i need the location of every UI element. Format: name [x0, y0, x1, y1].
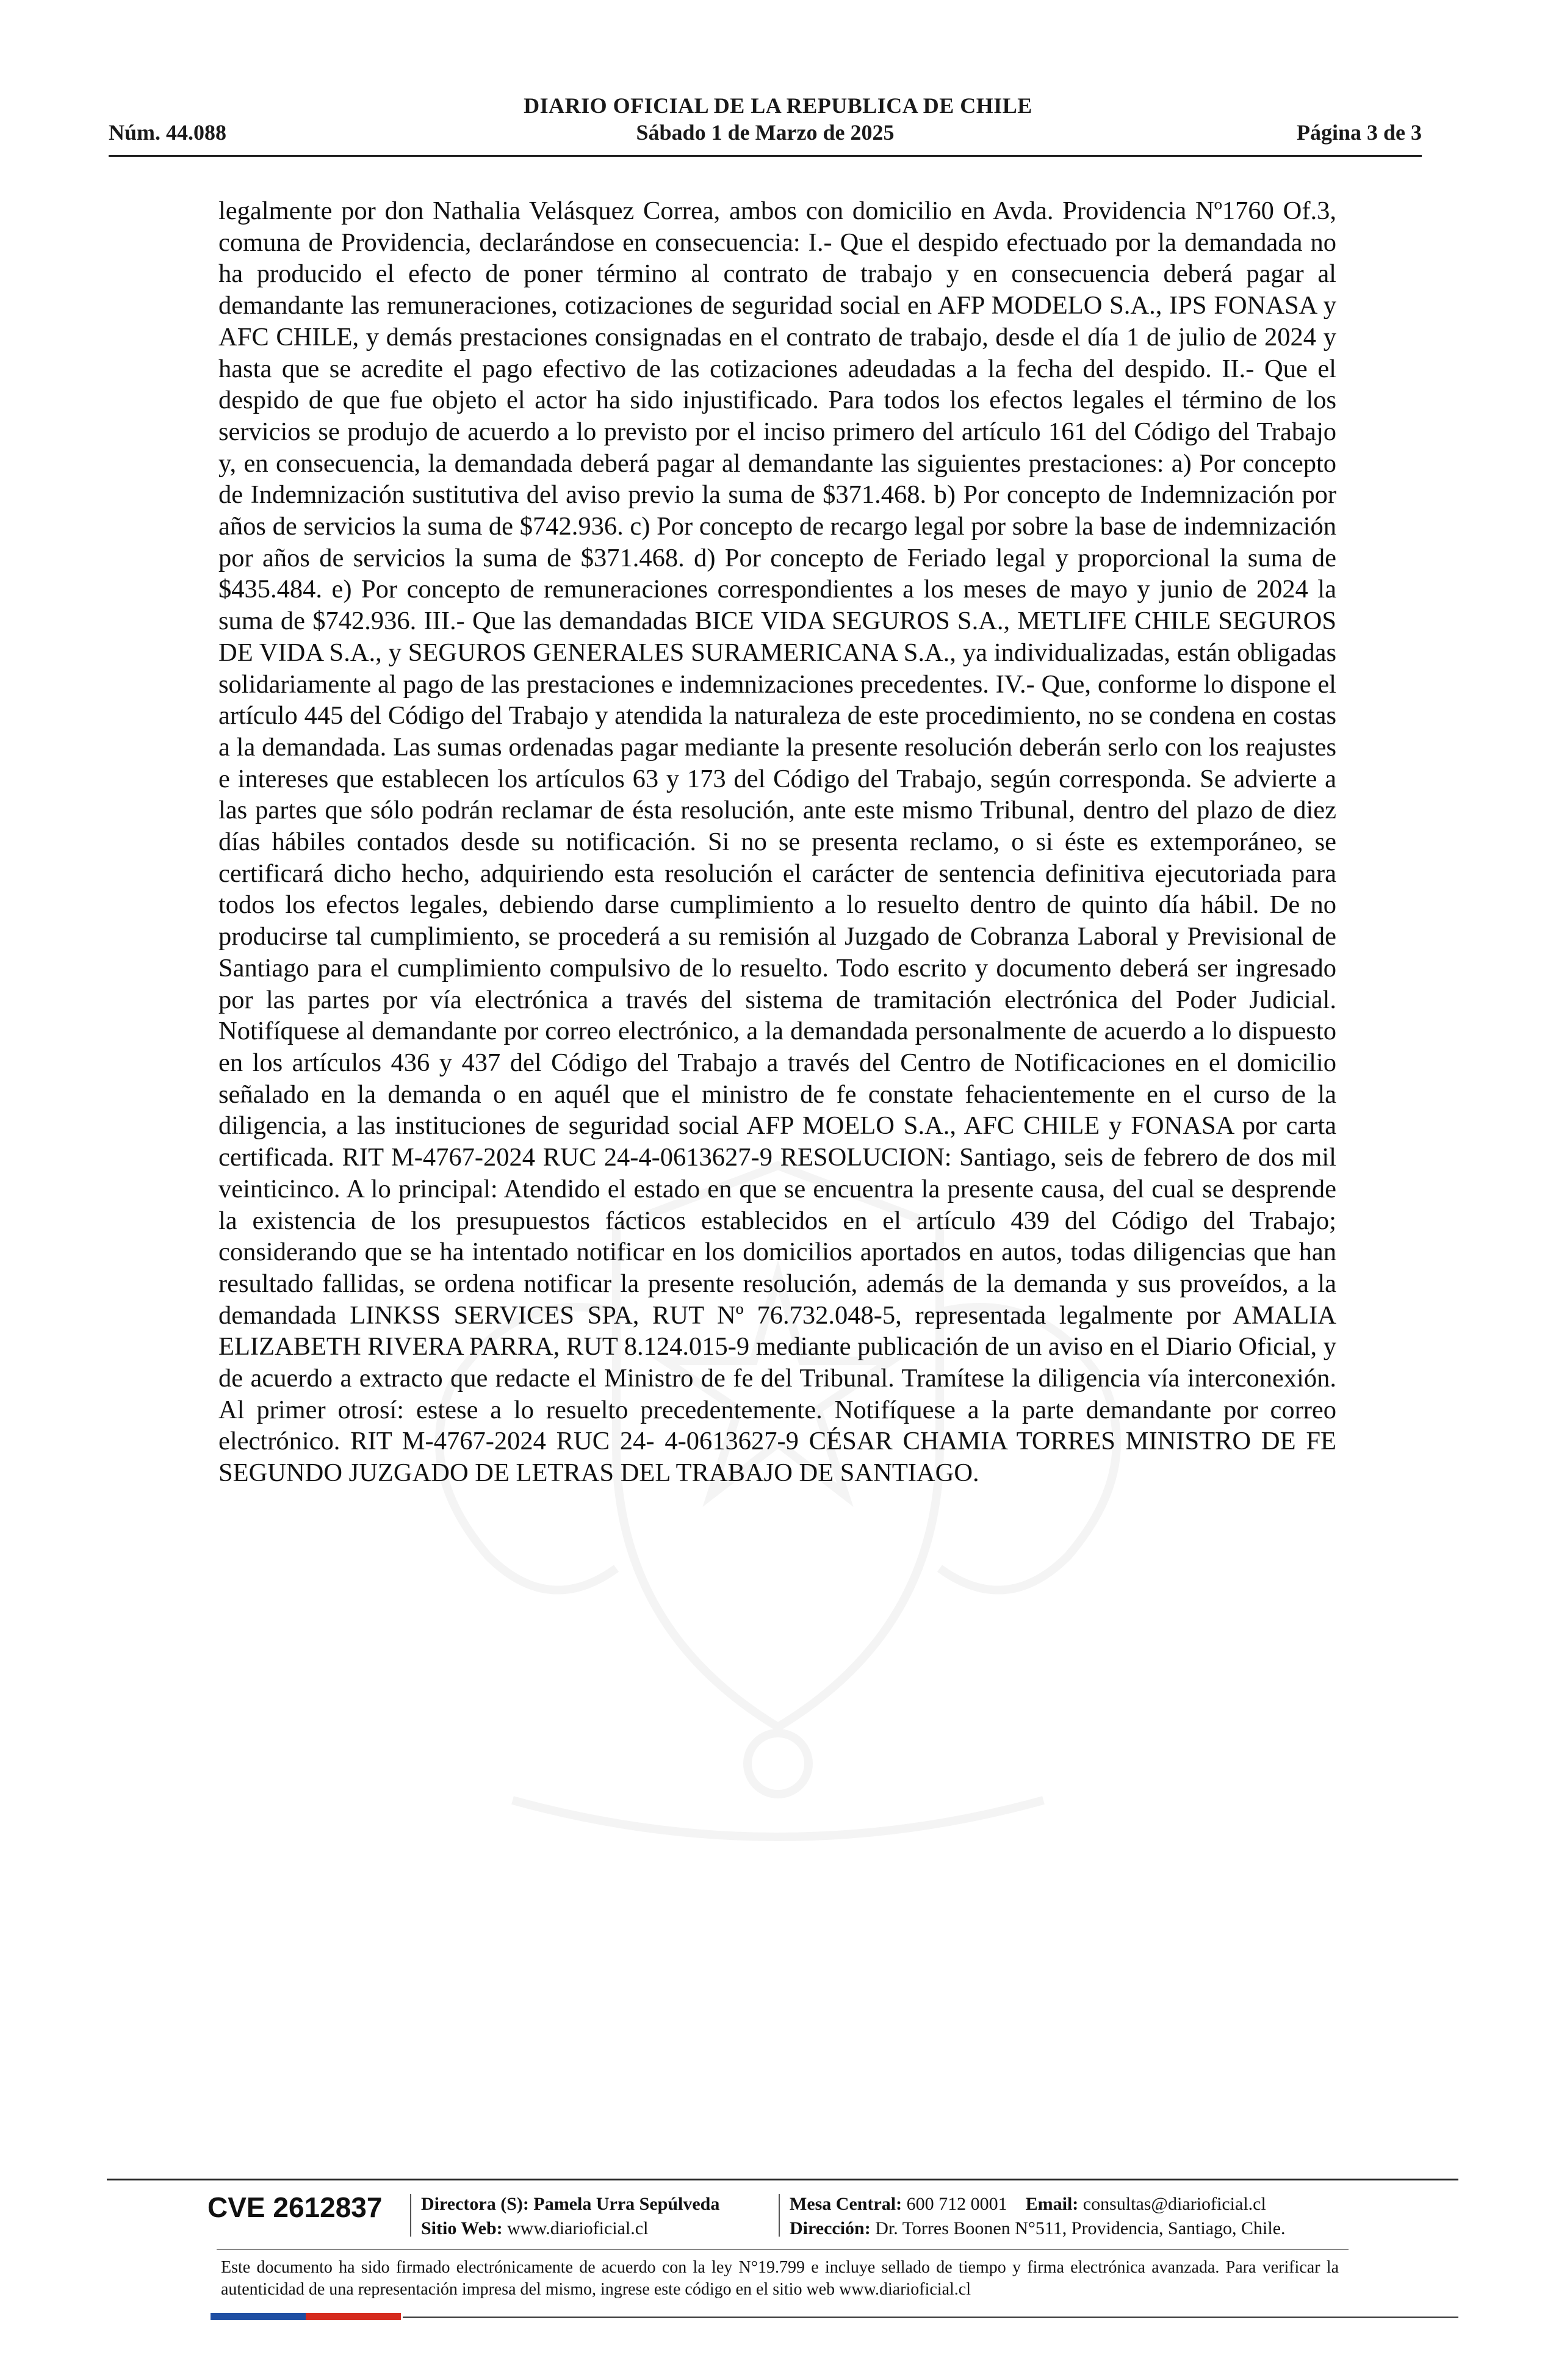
issue-date: Sábado 1 de Marzo de 2025	[636, 120, 895, 145]
footer-divider-mid	[217, 2249, 1349, 2250]
document-body: legalmente por don Nathalia Velásquez Correa, ambos con domicilio en Avda. Providencia Nº1760 Of.3, comuna de Providencia, declarándose en consecuencia: I.- Que el despido efectuado por la demandada no ha producido el efecto de poner término al contrato de trabajo y en consecuencia deberá pagar al demandante las remuneraciones, cotizaciones de seguridad social en AFP MODELO S.A., IPS FONASA y AFC CHILE, y demás prestaciones consignadas en el contrato de trabajo, desde el día 1 de julio de 2024 y hasta que se acredite el pago efectivo de las cotizaciones adeudadas a la fecha del despido. II.- Que el despido de que fue objeto el actor ha sido injustificado. Para todos los efectos legales el término de los servicios se produjo de acuerdo a lo previsto por el inciso primero del artículo 161 del Código del Trabajo y, en consecuencia, la demandada deberá pagar al demandante las siguientes prestaciones: a) Por concepto de Indemnización sustitutiva del aviso previo la suma de $371.468. b) Por concepto de Indemnización por años de servicios la suma de $742.936. c) Por concepto de recargo legal por sobre la base de indemnización por años de servicios la suma de $371.468. d) Por concepto de Feriado legal y proporcional la suma de $435.484. e) Por concepto de remuneraciones correspondientes a los meses de mayo y junio de 2024 la suma de $742.936. III.- Que las demandadas BICE VIDA SEGUROS S.A., METLIFE CHILE SEGUROS DE VIDA S.A., y SEGUROS GENERALES SURAMERICANA S.A., ya individualizadas, están obligadas solidariamente al pago de las prestaciones e indemnizaciones precedentes. IV.- Que, conforme lo dispone el artículo 445 del Código del Trabajo y atendida la naturaleza de este procedimiento, no se condena en costas a la demandada. Las sumas ordenadas pagar mediante la presente resolución deberán serlo con los reajustes e intereses que establecen los artículos 63 y 173 del Código del Trabajo, según corresponda. Se advierte a las partes que sólo podrán reclamar de ésta resolución, ante este mismo Tribunal, dentro del plazo de diez días hábiles contados desde su notificación. Si no se presenta reclamo, o si éste es extemporáneo, se certificará dicho hecho, adquiriendo esta resolución el carácter de sentencia definitiva ejecutoriada para todos los efectos legales, debiendo darse cumplimiento a lo resuelto dentro de quinto día hábil. De no producirse tal cumplimiento, se procederá a su remisión al Juzgado de Cobranza Laboral y Previsional de Santiago para el cumplimiento compulsivo de lo resuelto. Todo escrito y documento deberá ser ingresado por las partes por vía electrónica a través del sistema de tramitación electrónica del Poder Judicial. Notifíquese al demandante por correo electrónico, a la demandada personalmente de acuerdo a lo dispuesto en los artículos 436 y 437 del Código del Trabajo a través del Centro de Notificaciones en el domicilio señalado en la demanda o en aquél que el ministro de fe constate fehacientemente en el curso de la diligencia, a las instituciones de seguridad social AFP MOELO S.A., AFC CHILE y FONASA por carta certificada. RIT M-4767-2024 RUC 24-4-0613627-9 RESOLUCION: Santiago, seis de febrero de dos mil veinticinco. A lo principal: Atendido el estado en que se encuentra la presente causa, del cual se desprende la existencia de los presupuestos fácticos establecidos en el artículo 439 del Código del Trabajo; considerando que se ha intentado notificar en los domicilios aportados en autos, todas diligencias que han resultado fallidas, se ordena notificar la presente resolución, además de la demanda y sus proveídos, a la demandada LINKSS SERVICES SPA, RUT Nº 76.732.048-5, representada legalmente por AMALIA ELIZABETH RIVERA PARRA, RUT 8.124.015-9 mediante publicación de un aviso en el Diario Oficial, y de acuerdo a extracto que redacte el Ministro de fe del Tribunal. Tramítese la diligencia vía interconexión. Al primer otrosí: estese a lo resuelto precedentemente. Notifíquese a la parte demandante por correo electrónico. RIT M-4767-2024 RUC 24- 4-0613627-9 CÉSAR CHAMIA TORRES MINISTRO DE FE SEGUNDO JUZGADO DE LETRAS DEL TRABAJO DE SANTIAGO.	[218, 197, 1336, 1488]
footer-directora-block	[421, 2192, 719, 2241]
cve-code: CVE 2612837	[207, 2191, 383, 2223]
flag-stripe	[211, 2313, 401, 2320]
mesa-label: Mesa Central:	[790, 2194, 902, 2214]
direccion-value: Dr. Torres Boonen N°511, Providencia, Santiago, Chile.	[875, 2218, 1286, 2238]
page-indicator: Página 3 de 3	[1296, 120, 1422, 145]
sitio-label: Sitio Web:	[421, 2218, 503, 2238]
header-divider	[109, 155, 1422, 157]
mesa-value: 600 712 0001	[906, 2194, 1007, 2214]
footer-divider-top	[107, 2179, 1458, 2180]
flag-blue-segment	[211, 2313, 306, 2320]
footer-contact-block	[790, 2192, 1286, 2241]
signature-disclaimer: Este documento ha sido firmado electrónicamente de acuerdo con la ley N°19.799 e incluye sellado de tiempo y firma electrónica avanzada. Para verificar la autenticidad de una representación impresa del mismo, ingrese este código en el sitio web www.diarioficial.cl	[221, 2258, 1339, 2299]
directora-label: Directora (S):	[421, 2194, 529, 2214]
email-link[interactable]: consultas@diarioficial.cl	[1082, 2194, 1266, 2214]
footer-separator	[410, 2194, 411, 2237]
email-label: Email:	[1025, 2194, 1079, 2214]
issue-number: Núm. 44.088	[109, 120, 227, 145]
footer-separator	[779, 2194, 780, 2237]
footer-divider-bottom	[403, 2317, 1458, 2318]
directora-value: Pamela Urra Sepúlveda	[533, 2194, 720, 2214]
newspaper-title: DIARIO OFICIAL DE LA REPUBLICA DE CHILE	[524, 93, 1032, 118]
sitio-link[interactable]: www.diarioficial.cl	[507, 2218, 649, 2238]
flag-red-segment	[306, 2313, 401, 2320]
direccion-label: Dirección:	[790, 2218, 871, 2238]
